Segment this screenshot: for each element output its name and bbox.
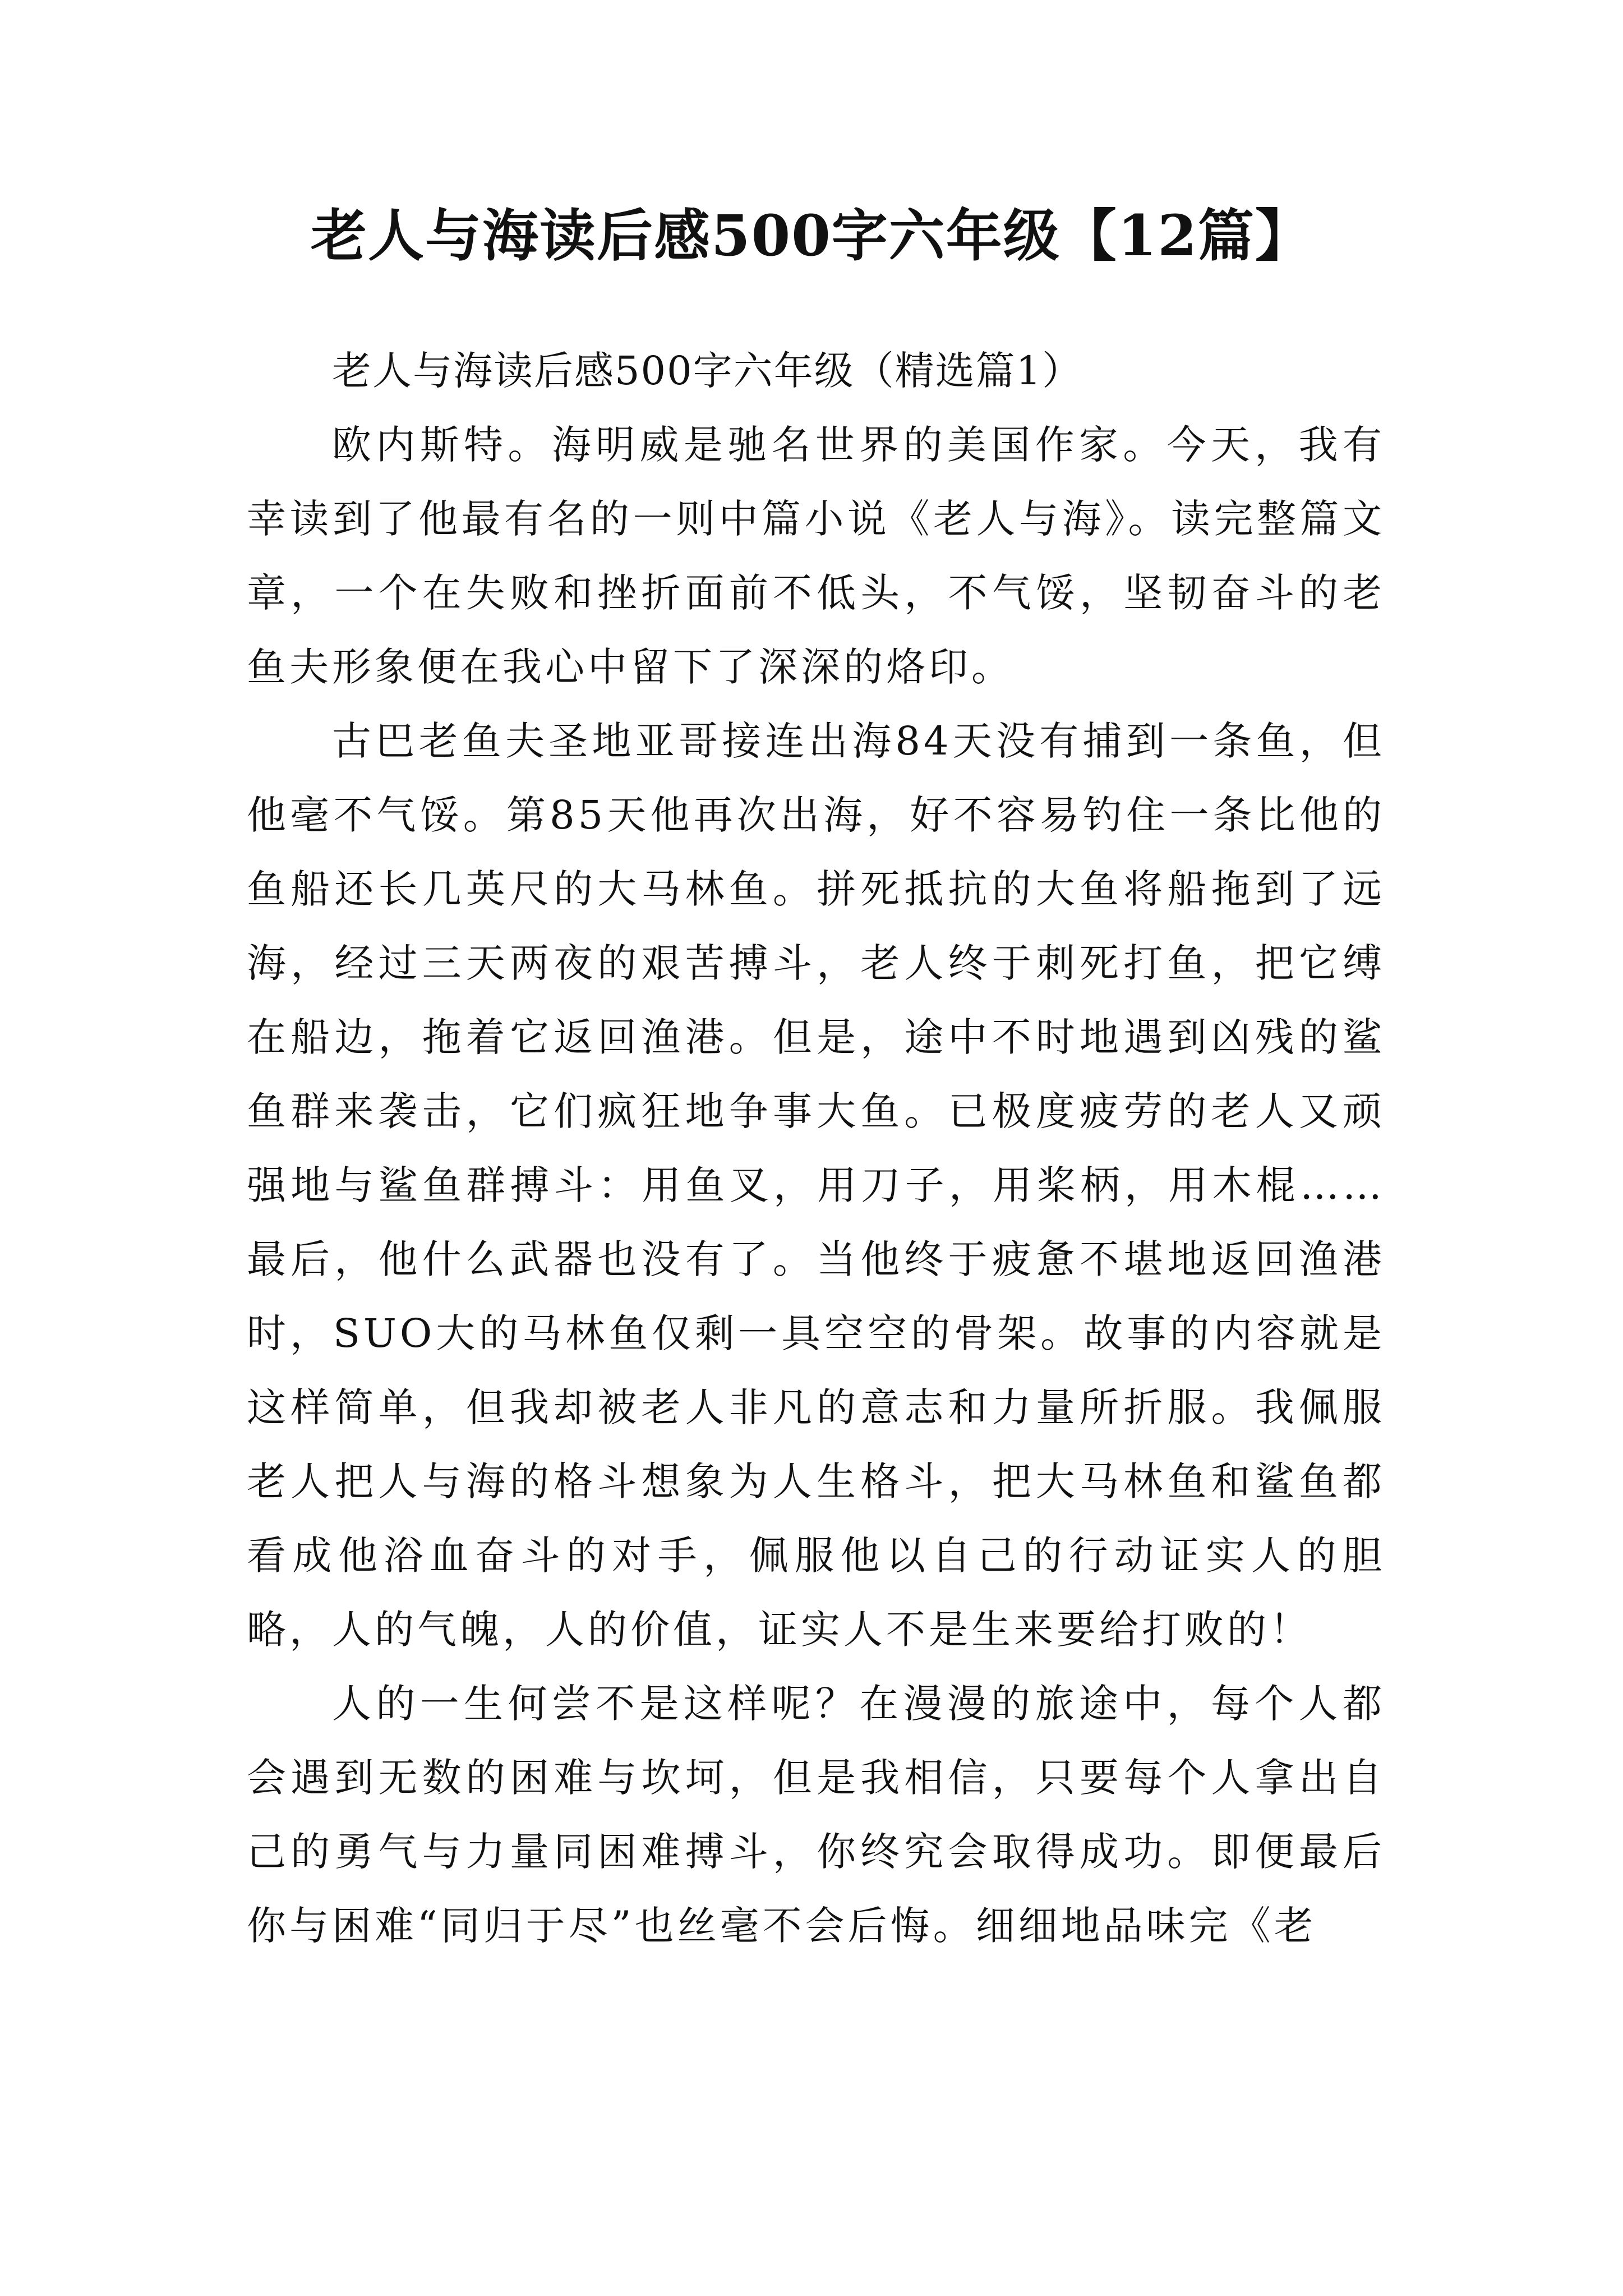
section-heading: 老人与海读后感500字六年级（精选篇1） (332, 348, 1083, 394)
document-body (247, 334, 1385, 1963)
paragraph-reflection: 人的一生何尝不是这样呢？在漫漫的旅途中，每个人都会遇到无数的困难与坎坷，但是我相信，只要每个人拿出自己的勇气与力量同困难搏斗，你终究会取得成功。即便最后你与困难“同归于尽”也丝毫不会后悔。细细地品味完《老 (247, 1681, 1385, 1949)
paragraph-intro: 欧内斯特。海明威是驰名世界的美国作家。今天，我有幸读到了他最有名的一则中篇小说《老人与海》。读完整篇文章，一个在失败和挫折面前不低头，不气馁，坚韧奋斗的老鱼夫形象便在我心中留下了深深的烙印。 (247, 422, 1385, 690)
document-title: 老人与海读后感500字六年级【12篇】 (311, 203, 1312, 269)
paragraph-story: 古巴老鱼夫圣地亚哥接连出海84天没有捕到一条鱼，但他毫不气馁。第85天他再次出海，好不容易钓住一条比他的鱼船还长几英尺的大马林鱼。拼死抵抗的大鱼将船拖到了远海，经过三天两夜的艰苦搏斗，老人终于刺死打鱼，把它缚在船边，拖着它返回渔港。但是，途中不时地遇到凶残的鲨鱼群来袭击，它们疯狂地争事大鱼。已极度疲劳的老人又顽强地与鲨鱼群搏斗：用鱼叉，用刀子，用桨柄，用木棍……最后，他什么武器也没有了。当他终于疲惫不堪地返回渔港时，SUO大的马林鱼仅剩一具空空的骨架。故事的内容就是这样简单，但我却被老人非凡的意志和力量所折服。我佩服老人把人与海的格斗想象为人生格斗，把大马林鱼和鲨鱼都看成他浴血奋斗的对手，佩服他以自己的行动证实人的胆略，人的气魄，人的价值，证实人不是生来要给打败的！ (247, 718, 1385, 1653)
